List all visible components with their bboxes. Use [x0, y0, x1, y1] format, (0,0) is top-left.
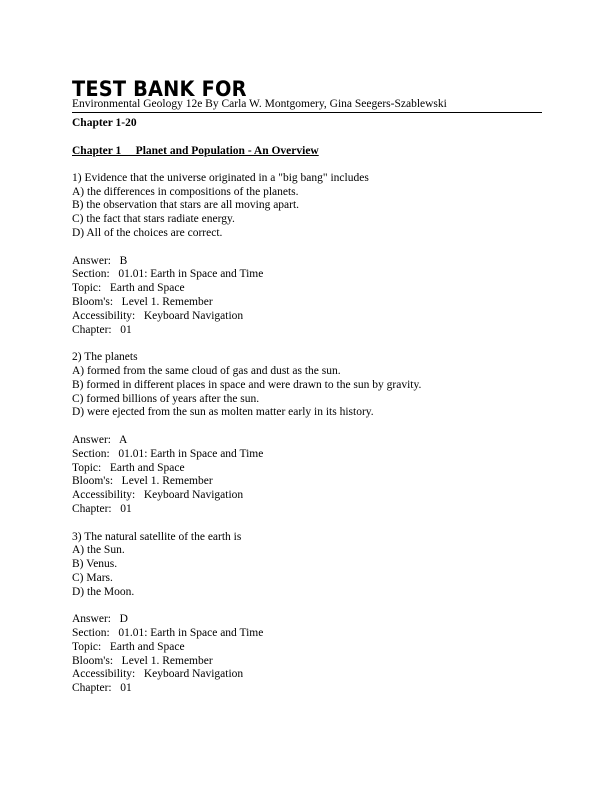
answer-choice: A) formed from the same cloud of gas and dust as the sun.: [72, 364, 341, 377]
question-stem: 2) The planets: [72, 351, 138, 364]
answer-choice: B) formed in different places in space and were drawn to the sun by gravity.: [72, 378, 422, 391]
answer-choice: C) Mars.: [72, 571, 113, 584]
chapter-info: Chapter: 01: [72, 682, 132, 695]
answer-key: Answer: A: [72, 433, 128, 446]
question-metadata: [72, 613, 542, 696]
chapter-heading: Chapter 1 Planet and Population - An Overview: [72, 145, 319, 157]
question-block: [72, 531, 542, 697]
chapter-range: Chapter 1-20: [72, 117, 137, 129]
topic-info: Topic: Earth and Space: [72, 640, 185, 653]
question-stem: 1) Evidence that the universe originated in a "big bang" includes: [72, 171, 369, 184]
section-info: Section: 01.01: Earth in Space and Time: [72, 627, 264, 640]
answer-choice: A) the Sun.: [72, 544, 125, 557]
topic-info: Topic: Earth and Space: [72, 282, 185, 295]
book-subtitle: Environmental Geology 12e By Carla W. Montgomery, Gina Seegers-Szablewski: [72, 98, 542, 113]
answer-choice: B) Venus.: [72, 558, 118, 571]
topic-info: Topic: Earth and Space: [72, 461, 185, 474]
page-content: [72, 79, 542, 696]
section-info: Section: 01.01: Earth in Space and Time: [72, 447, 264, 460]
blooms-level: Bloom's: Level 1. Remember: [72, 475, 213, 488]
answer-choice: C) formed billions of years after the sun.: [72, 392, 260, 405]
question-block: [72, 351, 542, 517]
question-stem: 3) The natural satellite of the earth is: [72, 530, 242, 543]
answer-key: Answer: B: [72, 254, 128, 267]
answer-choice: D) All of the choices are correct.: [72, 226, 223, 239]
section-info: Section: 01.01: Earth in Space and Time: [72, 268, 264, 281]
chapter-info: Chapter: 01: [72, 502, 132, 515]
answer-choice: C) the fact that stars radiate energy.: [72, 213, 235, 226]
accessibility-info: Accessibility: Keyboard Navigation: [72, 489, 244, 502]
answer-choice: D) the Moon.: [72, 585, 135, 598]
blooms-level: Bloom's: Level 1. Remember: [72, 295, 213, 308]
answer-choice: A) the differences in compositions of the planets.: [72, 185, 299, 198]
blooms-level: Bloom's: Level 1. Remember: [72, 654, 213, 667]
chapter-info: Chapter: 01: [72, 323, 132, 336]
question-metadata: [72, 255, 542, 338]
answer-key: Answer: D: [72, 613, 128, 626]
answer-choice: B) the observation that stars are all moving apart.: [72, 199, 300, 212]
answer-choice: D) were ejected from the sun as molten matter early in its history.: [72, 406, 374, 419]
accessibility-info: Accessibility: Keyboard Navigation: [72, 309, 244, 322]
question-block: [72, 172, 542, 338]
question-metadata: [72, 434, 542, 517]
accessibility-info: Accessibility: Keyboard Navigation: [72, 668, 244, 681]
page-title: TEST BANK FOR: [72, 77, 247, 101]
